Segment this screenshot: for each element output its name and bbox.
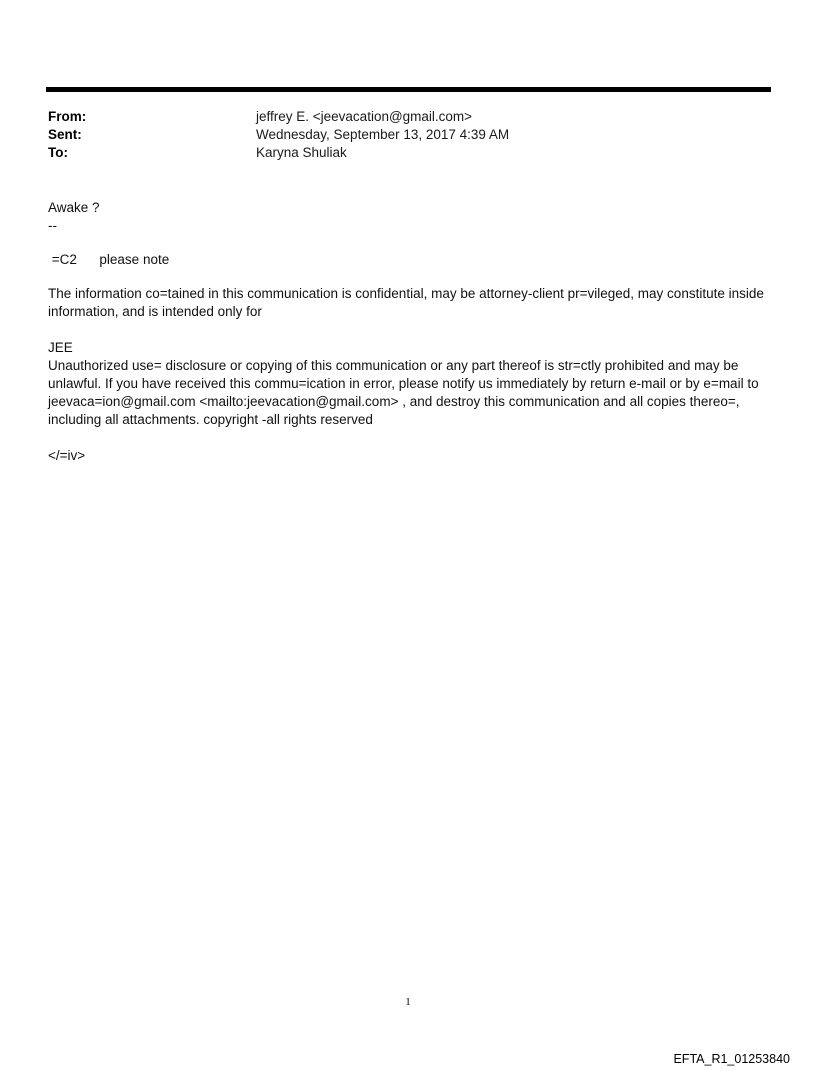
email-header <box>48 108 748 162</box>
signature-initials: JEE <box>48 340 73 355</box>
closing-tag-text: </=iv> <box>48 448 86 463</box>
please-note-line: =C2 please note <box>48 252 170 267</box>
to-row <box>48 144 748 162</box>
confidentiality-paragraph: The information co=tained in this communication is confidential, may be attorney-client pr=vileged, may constitute inside information, and is intended only for <box>48 286 768 319</box>
header-divider <box>46 87 771 92</box>
body-greeting: Awake ? <box>48 200 100 215</box>
to-label: To: <box>48 145 68 160</box>
spacer <box>48 321 776 339</box>
bates-number: EFTA_R1_01253840 <box>673 1052 790 1066</box>
from-row <box>48 108 748 126</box>
spacer <box>48 235 776 251</box>
sent-label: Sent: <box>48 127 82 142</box>
from-label: From: <box>48 109 87 124</box>
spacer <box>48 429 776 447</box>
sent-value: Wednesday, September 13, 2017 4:39 AM <box>256 127 510 142</box>
from-value: jeffrey E. <jeevacation@gmail.com> <box>256 109 473 124</box>
spacer <box>48 269 776 285</box>
to-value: Karyna Shuliak <box>256 145 347 160</box>
page-number: 1 <box>405 996 411 1008</box>
signature-separator: -- <box>48 218 57 233</box>
disclaimer-paragraph: Unauthorized use= disclosure or copying of this communication or any part thereof is str=ctly prohibited and may be unlawful. If you have received this commu=ication in error, please notify us immediately by return e-mail or by e=mail to jeevaca=ion@gmail.com <mailto:jeevacation@gmail.com> , and destroy this communication and all copies thereo=, including all attachments. copyright -all rights reserved <box>48 358 763 427</box>
sent-row <box>48 126 748 144</box>
email-body <box>48 199 776 465</box>
